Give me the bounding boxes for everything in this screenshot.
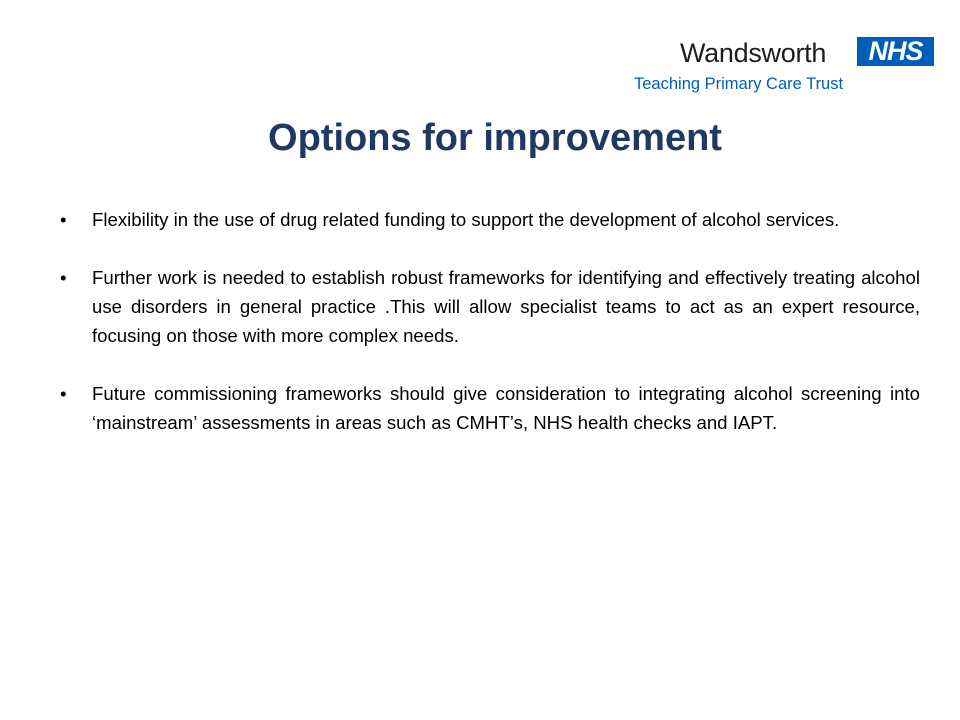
bullet-text: Future commissioning frameworks should give consideration to integrating alcohol screening into ‘mainstream’ assessments in areas such as CMHT’s, NHS health checks and IAPT. — [92, 383, 920, 433]
bullet-item — [60, 263, 920, 350]
logo-org-subtitle: Teaching Primary Care Trust — [634, 75, 844, 93]
bullet-item — [60, 205, 920, 234]
slide-title: Options for improvement — [268, 117, 722, 159]
bullet-item — [60, 379, 920, 437]
logo-org-name: Wandsworth — [680, 38, 827, 68]
nhs-badge: NHS — [857, 37, 934, 66]
bullet-icon: • — [60, 383, 67, 404]
bullet-icon: • — [60, 209, 67, 230]
bullet-text: Flexibility in the use of drug related funding to support the development of alcohol services. — [92, 209, 840, 230]
bullet-text: Further work is needed to establish robust frameworks for identifying and effectively treating alcohol use disorders in general practice .This will allow specialist teams to act as an expert resource, focusing on those with more complex needs. — [92, 267, 920, 346]
bullet-icon: • — [60, 267, 67, 288]
bullet-list — [60, 205, 920, 466]
wandsworth-nhs-logo — [630, 36, 936, 96]
